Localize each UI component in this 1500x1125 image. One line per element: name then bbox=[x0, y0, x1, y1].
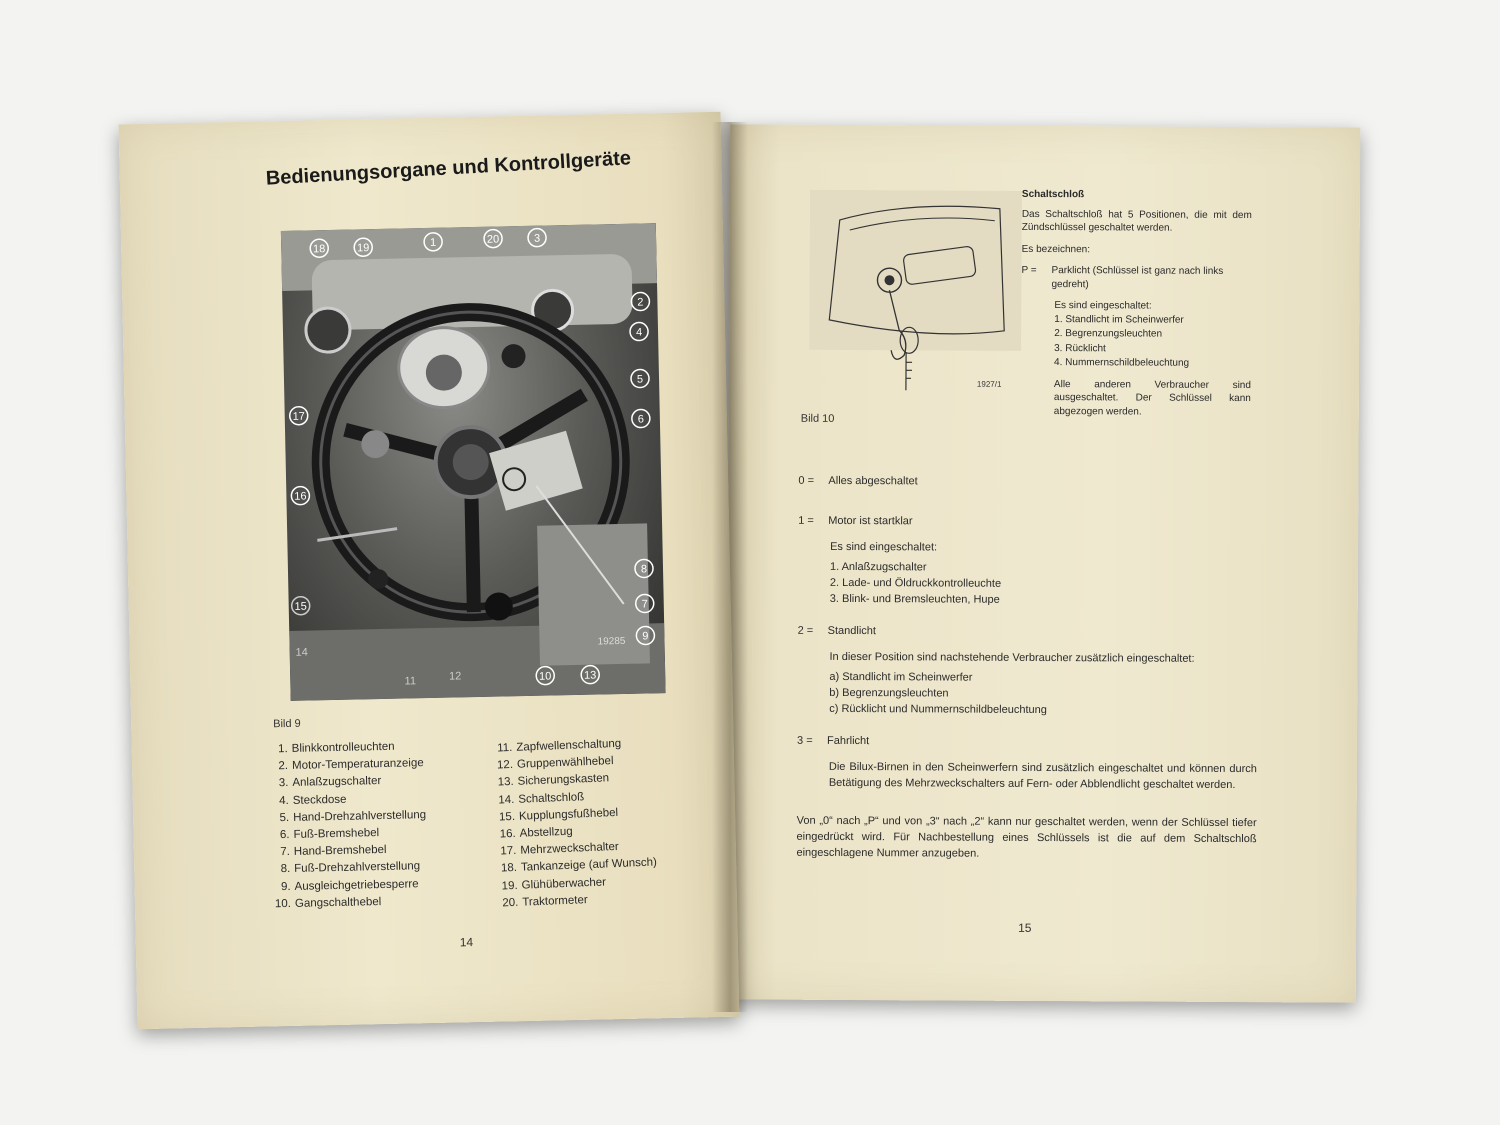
list-item: 3. Blink- und Bremsleuchten, Hupe bbox=[829, 592, 1000, 606]
item-label: Gangschalthebel bbox=[294, 895, 382, 910]
position-1-key: 1 = bbox=[798, 514, 814, 527]
list-item: 1. Standlicht im Scheinwerfer bbox=[1054, 313, 1184, 326]
item-label: Traktormeter bbox=[522, 893, 588, 909]
callout-3: 3 bbox=[533, 232, 541, 245]
position-2-key: 2 = bbox=[797, 624, 814, 637]
callout-13: 13 bbox=[583, 669, 597, 682]
callout-8: 8 bbox=[640, 563, 648, 576]
item-number: 9. bbox=[280, 880, 291, 893]
position-p-items bbox=[1054, 313, 1251, 371]
callout-2: 2 bbox=[637, 296, 644, 309]
position-0-text: Alles abgeschaltet bbox=[828, 474, 918, 488]
item-label: Zapfwellenschaltung bbox=[516, 737, 622, 754]
callout-20: 20 bbox=[486, 233, 500, 246]
callout-16: 16 bbox=[294, 490, 307, 503]
figure-caption-bild-10: Bild 10 bbox=[800, 412, 835, 425]
item-label: Hand-Bremshebel bbox=[293, 844, 387, 859]
position-3-description: Die Bilux-Birnen in den Scheinwerfern sind zusätzlich eingeschaltet und können durch Betätigung des Mehrzweckschalters auf Fern- oder Abblendlicht geschaltet werden. bbox=[828, 760, 1257, 792]
left-page bbox=[119, 112, 740, 1029]
final-note: Von „0“ nach „P“ und von „3“ nach „2“ kann nur geschaltet werden, wenn der Schlüssel tiefer eingedrückt wird. Für Nachbestellung eines Schlüssels ist die auf dem Schaltschloß eingeschlagene Nummer anzugeben. bbox=[796, 814, 1257, 860]
item-number: 8. bbox=[280, 863, 291, 876]
list-item: 2. Begrenzungsleuchten bbox=[1054, 328, 1163, 340]
item-number: 14. bbox=[498, 793, 515, 807]
item-label: Glühüberwacher bbox=[521, 876, 607, 892]
figure-caption-bild-9: Bild 9 bbox=[273, 717, 301, 731]
position-2-on: In dieser Position sind nachstehende Verbraucher zusätzlich eingeschaltet: bbox=[829, 650, 1195, 665]
ignition-lock-sketch bbox=[809, 190, 1022, 401]
item-label: Fuß-Drehzahlverstellung bbox=[294, 860, 421, 876]
position-1 bbox=[798, 513, 1258, 531]
item-number: 6. bbox=[279, 828, 290, 842]
item-number: 10. bbox=[274, 897, 292, 911]
item-number: 13. bbox=[497, 776, 514, 789]
item-label: Steckdose bbox=[292, 793, 347, 807]
item-label: Ausgleichgetriebesperre bbox=[294, 877, 419, 893]
item-number: 15. bbox=[498, 810, 516, 824]
position-p-text: Parklicht (Schlüssel ist ganz nach links gedreht) bbox=[1051, 265, 1224, 290]
position-3-text: Fahrlicht bbox=[827, 734, 870, 748]
item-label: Fuß-Bremshebel bbox=[293, 827, 380, 841]
item-label: Schaltschloß bbox=[518, 790, 585, 806]
callout-1: 1 bbox=[429, 236, 437, 249]
position-1-text: Motor ist startklar bbox=[828, 514, 913, 528]
position-3-key: 3 = bbox=[797, 734, 813, 747]
callout-7: 7 bbox=[641, 598, 648, 611]
callout-4: 4 bbox=[635, 326, 643, 339]
item-number: 20. bbox=[502, 896, 519, 910]
page-number-right: 15 bbox=[1018, 920, 1032, 935]
list-item: c) Rücklicht und Nummernschildbeleuchtung bbox=[829, 702, 1047, 717]
item-label: Abstellzug bbox=[519, 825, 573, 840]
callout-9: 9 bbox=[642, 630, 649, 643]
item-label: Blinkkontrolleuchten bbox=[291, 740, 395, 755]
sketch-signature: 1927/1 bbox=[976, 379, 1002, 389]
item-number: 2. bbox=[278, 760, 289, 773]
callout-15: 15 bbox=[294, 600, 307, 613]
callout-12: 12 bbox=[448, 670, 462, 683]
list-item bbox=[269, 892, 489, 914]
item-label: Kupplungsfußhebel bbox=[518, 806, 619, 823]
callout-17: 17 bbox=[292, 410, 305, 423]
item-label: Tankanzeige (auf Wunsch) bbox=[520, 856, 658, 875]
callout-19: 19 bbox=[356, 242, 370, 255]
item-number: 17. bbox=[500, 845, 517, 858]
item-label: Motor-Temperaturanzeige bbox=[291, 757, 424, 773]
page-number-left: 14 bbox=[459, 935, 474, 950]
legend-column-left bbox=[266, 737, 490, 914]
item-label: Hand-Drehzahlverstellung bbox=[293, 808, 427, 824]
positions-text bbox=[796, 473, 1258, 863]
schaltschloss-sidebar bbox=[1021, 188, 1252, 427]
item-number: 7. bbox=[280, 846, 290, 859]
item-label: Anlaßzugschalter bbox=[292, 775, 382, 790]
dashboard-illustration bbox=[281, 223, 666, 701]
page-title: Bedienungsorgane und Kontrollgeräte bbox=[265, 147, 632, 190]
position-3 bbox=[797, 733, 1257, 751]
right-page bbox=[726, 124, 1361, 1002]
list-item: 3. Rücklicht bbox=[1054, 342, 1106, 354]
list-item: 2. Lade- und Öldruckkontrolleuchte bbox=[829, 576, 1002, 590]
sidebar-intro: Das Schaltschloß hat 5 Positionen, die mit dem Zündschlüssel geschaltet werden. bbox=[1021, 208, 1252, 234]
list-item: 4. Nummernschildbeleuchtung bbox=[1054, 357, 1190, 369]
callout-14: 14 bbox=[295, 646, 308, 659]
position-2-items bbox=[829, 669, 1257, 719]
list-item: b) Begrenzungsleuchten bbox=[829, 686, 949, 700]
position-0 bbox=[798, 473, 1258, 491]
list-item: a) Standlicht im Scheinwerfer bbox=[829, 670, 973, 684]
item-number: 18. bbox=[500, 862, 518, 875]
callout-18: 18 bbox=[312, 243, 326, 256]
item-number: 16. bbox=[499, 827, 516, 841]
item-label: Gruppenwählhebel bbox=[516, 755, 614, 771]
sidebar-heading: Schaltschloß bbox=[1021, 188, 1085, 201]
position-p-on: Es sind eingeschaltet: bbox=[1054, 300, 1152, 312]
position-2 bbox=[798, 623, 1258, 641]
item-number: 4. bbox=[279, 794, 289, 807]
sidebar-es-bezeichnen: Es bezeichnen: bbox=[1021, 243, 1091, 255]
callout-10: 10 bbox=[538, 670, 552, 683]
list-item: 1. Anlaßzugschalter bbox=[829, 560, 927, 574]
callout-5: 5 bbox=[636, 373, 644, 386]
position-p-key: P = bbox=[1021, 264, 1037, 276]
item-number: 12. bbox=[496, 759, 514, 772]
item-label: Mehrzweckschalter bbox=[520, 841, 619, 857]
item-number: 11. bbox=[497, 741, 513, 755]
item-number: 1. bbox=[277, 742, 288, 756]
position-2-text: Standlicht bbox=[827, 624, 876, 638]
legend-column-right bbox=[490, 732, 726, 913]
position-0-key: 0 = bbox=[798, 474, 815, 487]
dashboard-photo bbox=[281, 223, 666, 701]
item-label: Sicherungskasten bbox=[517, 772, 610, 789]
position-p bbox=[1021, 264, 1251, 292]
position-p-note: Alle anderen Verbraucher sind ausgeschaltet. Der Schlüssel kann abgezogen werden. bbox=[1053, 378, 1251, 418]
item-number: 19. bbox=[501, 879, 518, 893]
item-number: 5. bbox=[279, 811, 290, 824]
position-1-items bbox=[830, 559, 1258, 609]
position-1-on: Es sind eingeschaltet: bbox=[830, 540, 938, 554]
photo-stamp: 19285 bbox=[597, 635, 626, 648]
callout-6: 6 bbox=[637, 413, 645, 426]
callout-11: 11 bbox=[404, 675, 417, 688]
item-number: 3. bbox=[278, 777, 289, 790]
